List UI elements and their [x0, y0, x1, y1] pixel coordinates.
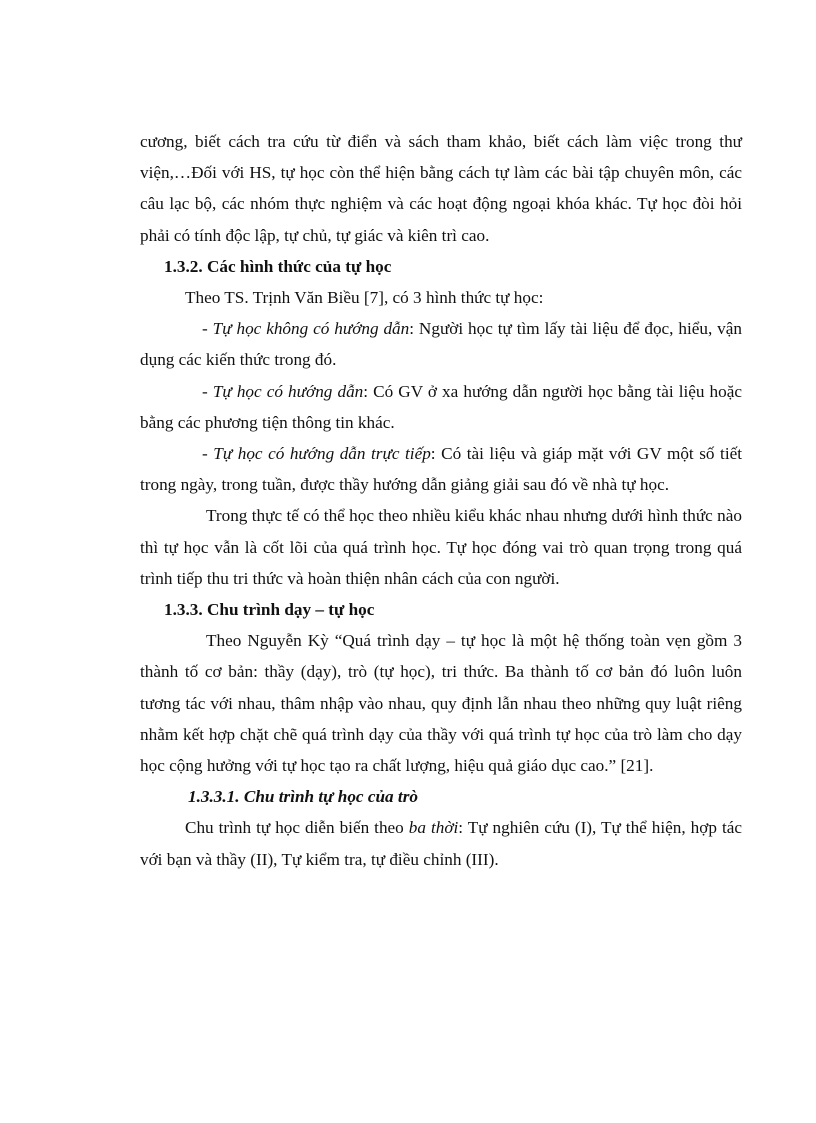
bullet-label: - Tự học có hướng dẫn trực tiếp — [202, 444, 431, 464]
bullet-self-study-unguided — [140, 313, 742, 375]
bullet-text: : Có tài liệu và giáp mặt với GV một số tiết trong ngày, trong tuần, được thầy hướng dẫn giảng giải sau đó về nhà tự học. — [140, 444, 742, 495]
paragraph-cycle — [140, 812, 742, 874]
paragraph-cycle-emphasis: ba thời — [408, 818, 459, 838]
subsection-heading-1-3-3-1: 1.3.3.1. Chu trình tự học của trò — [188, 787, 418, 807]
paragraph-cycle-text-b: : Tự nghiên cứu (I), Tự thể hiện, hợp tác với bạn và thầy (II), Tự kiểm tra, tự điều chỉnh (III). — [140, 818, 742, 869]
paragraph-reality: Trong thực tế có thể học theo nhiều kiểu khác nhau nhưng dưới hình thức nào thì tự học vẫn là cốt lõi của quá trình học. Tự học đóng vai trò quan trọng trong quá trình tiếp thu tri thức và hoàn thiện nhân cách của con người. — [140, 506, 742, 588]
paragraph-quote-nguyen-ky: Theo Nguyễn Kỳ “Quá trình dạy – tự học là một hệ thống toàn vẹn gồm 3 thành tố cơ bản: thầy (dạy), trò (tự học), tri thức. Ba thành tố cơ bản đó luôn luôn tương tác với nhau, thâm nhập vào nhau, quy định lẫn nhau theo những quy luật riêng nhằm kết hợp chặt chẽ quá trình dạy của thầy với quá trình tự học của trò làm cho dạy học cộng hưởng với tự học tạo ra chất lượng, hiệu quả giáo dục cao.” [21]. — [140, 631, 742, 776]
paragraph-cycle-text-a: Chu trình tự học diễn biến theo — [185, 818, 409, 838]
bullet-self-study-guided — [140, 376, 742, 438]
bullet-label: - Tự học không có hướng dẫn — [202, 319, 410, 339]
section-heading-1-3-3: 1.3.3. Chu trình dạy – tự học — [164, 600, 375, 620]
paragraph-intro-forms: Theo TS. Trịnh Văn Biều [7], có 3 hình thức tự học: — [185, 288, 544, 308]
bullet-text: : Có GV ở xa hướng dẫn người học bằng tài liệu hoặc bằng các phương tiện thông tin khác. — [140, 381, 742, 432]
section-heading-1-3-2: 1.3.2. Các hình thức của tự học — [164, 256, 392, 276]
document-page — [140, 126, 742, 875]
bullet-text: : Người học tự tìm lấy tài liệu để đọc, hiểu, vận dụng các kiến thức trong đó. — [140, 319, 742, 370]
bullet-label: - Tự học có hướng dẫn — [202, 381, 364, 401]
paragraph-continuation: cương, biết cách tra cứu từ điển và sách tham khảo, biết cách làm việc trong thư viện,…Đối với HS, tự học còn thể hiện bằng cách tự làm các bài tập chuyên môn, các câu lạc bộ, các nhóm thực nghiệm và các hoạt động ngoại khóa khác. Tự học đòi hỏi phải có tính độc lập, tự chủ, tự giác và kiên trì cao. — [140, 132, 742, 245]
bullet-self-study-direct — [140, 438, 742, 500]
